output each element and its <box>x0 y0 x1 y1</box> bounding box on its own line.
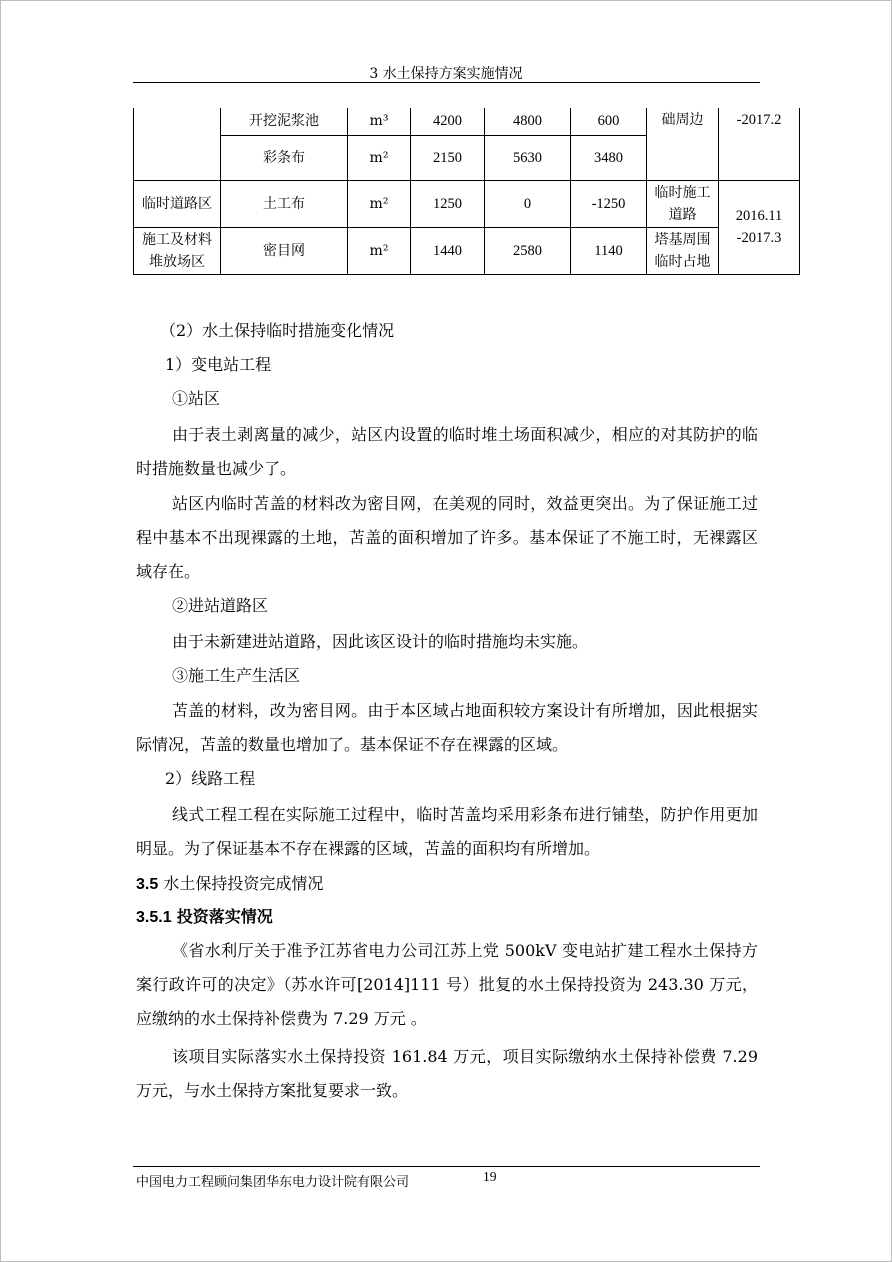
measure-cell: 开挖泥浆池 <box>221 108 348 135</box>
location-cell: 临时施工道路 <box>647 180 719 227</box>
period-cell: -2017.2 <box>719 108 800 180</box>
header-rule <box>133 82 760 83</box>
measures-table <box>133 108 800 275</box>
page-header-title: 3 水土保持方案实施情况 <box>369 66 523 82</box>
paragraph: 该项目实际落实水土保持投资 161.84 万元，项目实际缴纳水土保持补偿费 7.29 万元，与水土保持方案批复要求一致。 <box>136 1047 758 1100</box>
footer-rule <box>133 1166 760 1167</box>
change-cell: 600 <box>571 108 647 135</box>
zone-cell: 施工及材料堆放场区 <box>134 227 221 274</box>
paragraph: 由于未新建进站道路，因此该区设计的临时措施均未实施。 <box>172 632 589 651</box>
unit-cell: m² <box>348 180 411 227</box>
actual-cell: 5630 <box>485 135 571 180</box>
paragraph: 由于表土剥离量的减少，站区内设置的临时堆土场面积减少，相应的对其防护的临时措施数量也减少了。 <box>136 425 758 478</box>
item-heading: ③施工生产生活区 <box>172 666 301 685</box>
planned-cell: 1250 <box>411 180 485 227</box>
section-title: 水土保持投资完成情况 <box>163 874 324 893</box>
subsection-number: 3.5.1 <box>136 909 172 926</box>
subsection-heading: 1）变电站工程 <box>165 355 272 374</box>
table-row <box>134 180 800 227</box>
section-number: 3.5 <box>136 876 159 893</box>
unit-cell: m³ <box>348 108 411 135</box>
measure-cell: 土工布 <box>221 180 348 227</box>
table-row <box>134 108 800 135</box>
paragraph: 站区内临时苫盖的材料改为密目网，在美观的同时，效益更突出。为了保证施工过程中基本不出现裸露的土地，苫盖的面积增加了许多。基本保证了不施工时，无裸露区域存在。 <box>136 494 758 581</box>
subsection-heading: 2）线路工程 <box>165 769 256 788</box>
section-heading <box>136 872 323 897</box>
measure-cell: 彩条布 <box>221 135 348 180</box>
paragraph: 线式工程工程在实际施工过程中，临时苫盖均采用彩条布进行铺垫，防护作用更加明显。为了保证基本不存在裸露的区域，苫盖的面积均有所增加。 <box>136 805 758 858</box>
planned-cell: 1440 <box>411 227 485 274</box>
change-cell: -1250 <box>571 180 647 227</box>
change-cell: 3480 <box>571 135 647 180</box>
page-number: 19 <box>483 1169 497 1184</box>
period-cell: 2016.11 -2017.3 <box>719 180 800 274</box>
paragraph: 苫盖的材料，改为密目网。由于本区域占地面积较方案设计有所增加，因此根据实际情况，苫盖的数量也增加了。基本保证不存在裸露的区域。 <box>136 701 758 754</box>
section-subtitle: （2）水土保持临时措施变化情况 <box>160 321 395 340</box>
footer-company: 中国电力工程顾问集团华东电力设计院有限公司 <box>136 1175 410 1190</box>
planned-cell: 4200 <box>411 108 485 135</box>
subsection-title: 投资落实情况 <box>176 909 273 926</box>
measure-cell: 密目网 <box>221 227 348 274</box>
unit-cell: m² <box>348 227 411 274</box>
zone-cell: 临时道路区 <box>134 180 221 227</box>
item-heading: ①站区 <box>172 389 221 408</box>
location-cell: 础周边 <box>647 108 719 180</box>
actual-cell: 2580 <box>485 227 571 274</box>
change-cell: 1140 <box>571 227 647 274</box>
location-cell: 塔基周围临时占地 <box>647 227 719 274</box>
actual-cell: 0 <box>485 180 571 227</box>
subsection-heading <box>136 905 273 930</box>
actual-cell: 4800 <box>485 108 571 135</box>
item-heading: ②进站道路区 <box>172 596 269 615</box>
paragraph: 《省水利厅关于准予江苏省电力公司江苏上党 500kV 变电站扩建工程水土保持方案行政许可的决定》（苏水许可[2014]111 号）批复的水土保持投资为 243.30 万元，应缴纳的水土保持补偿费为 7.29 万元 。 <box>136 941 758 1028</box>
table-row <box>134 227 800 274</box>
unit-cell: m² <box>348 135 411 180</box>
planned-cell: 2150 <box>411 135 485 180</box>
zone-cell-empty <box>134 108 221 180</box>
